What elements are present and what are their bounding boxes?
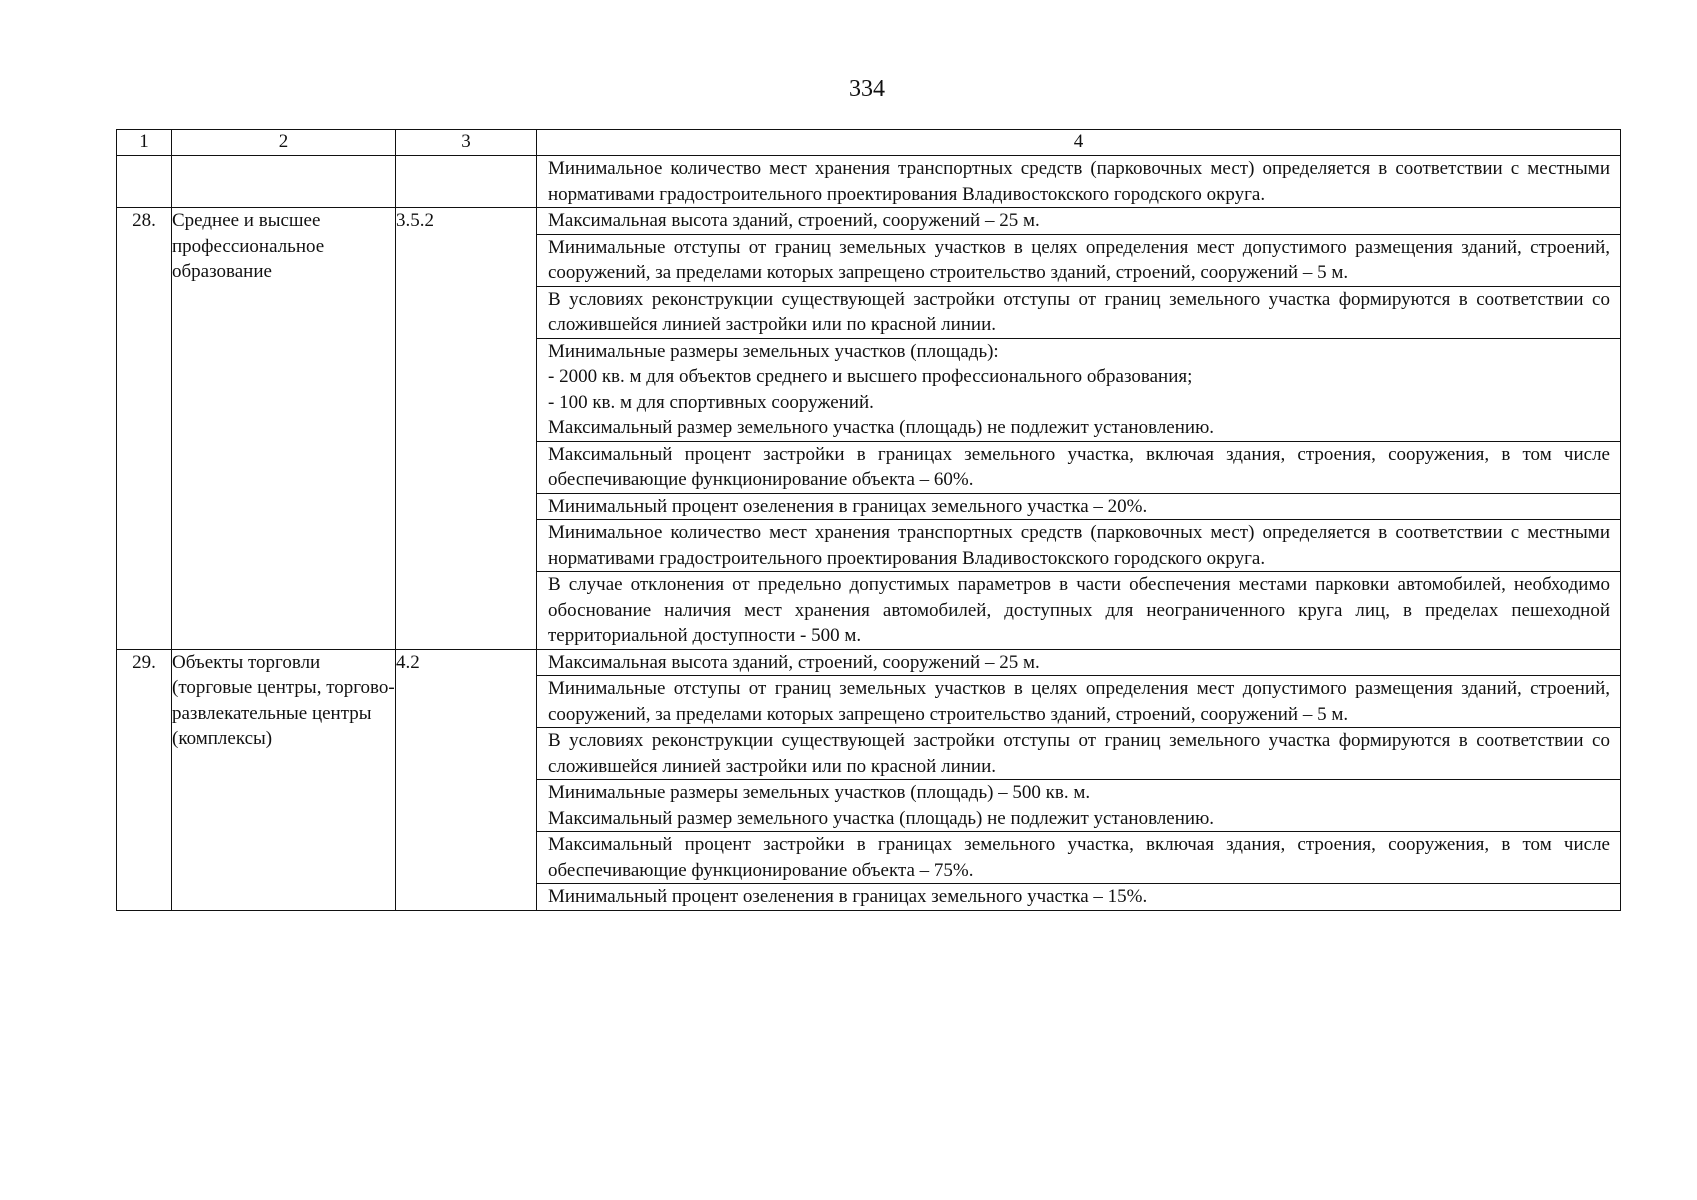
parameter-text: В случае отклонения от предельно допустимых параметров в части обеспечения местами парковки автомобилей, необходимо обоснование наличия мест хранения автомобилей, доступных для неограниченного круга лиц, в пределах пешеходной территориальной доступности - 500 м. (548, 574, 1610, 646)
parameter-text: Минимальные размеры земельных участков (площадь) – 500 кв. м. (548, 782, 1091, 803)
parameter-block (537, 779, 1620, 831)
column-header-code: 3 (396, 130, 537, 156)
parameter-block (537, 883, 1620, 910)
table-row (117, 649, 1621, 910)
parameter-text: Максимальная высота зданий, строений, сооружений – 25 м. (548, 210, 1040, 231)
parameters-cell (537, 156, 1621, 208)
parameter-text: В условиях реконструкции существующей застройки отступы от границ земельного участка формируются в соответствии со сложившейся линией застройки или по красной линии. (548, 730, 1610, 777)
column-header-land-use: 2 (172, 130, 396, 156)
parameter-text: Минимальное количество мест хранения транспортных средств (парковочных мест) определяется в соответствии с местными нормативами градостроительного проектирования Владивостокского городского округа. (548, 522, 1610, 569)
parameter-block (537, 156, 1620, 207)
parameter-block (537, 286, 1620, 338)
parameter-block (537, 519, 1620, 571)
parameters-cell (537, 649, 1621, 910)
row-number-cell: 29. (117, 649, 172, 910)
parameter-block (537, 831, 1620, 883)
parameters-cell (537, 208, 1621, 650)
row-number-cell (117, 156, 172, 208)
parameter-block (537, 675, 1620, 727)
parameter-text: Минимальные отступы от границ земельных участков в целях определения мест допустимого размещения зданий, строений, сооружений, за пределами которых запрещено строительство зданий, строений, сооружений – 5 м. (548, 678, 1610, 725)
land-use-parameters-table (116, 129, 1621, 911)
parameter-text: Минимальные отступы от границ земельных участков в целях определения мест допустимого размещения зданий, строений, сооружений, за пределами которых запрещено строительство зданий, строений, сооружений – 5 м. (548, 236, 1610, 283)
parameter-text: - 100 кв. м для спортивных сооружений. (548, 391, 874, 413)
parameter-block (537, 571, 1620, 649)
parameter-text: Максимальный процент застройки в границах земельного участка, включая здания, строения, сооружения, в том числе обеспечивающие функционирование объекта – 75%. (548, 834, 1610, 881)
parameter-text: Минимальные размеры земельных участков (площадь): (548, 340, 999, 362)
land-use-name-cell: Объекты торговли (торговые центры, торгово-развлекательные центры (комплексы) (172, 649, 396, 910)
parameter-text: Максимальный размер земельного участка (площадь) не подлежит установлению. (548, 807, 1215, 829)
column-header-parameters: 4 (537, 130, 1621, 156)
parameter-block (537, 441, 1620, 493)
parameter-text: Минимальный процент озеленения в границах земельного участка – 20%. (548, 495, 1148, 517)
parameter-block (537, 338, 1620, 441)
parameter-block (537, 727, 1620, 779)
parameter-block (537, 234, 1620, 286)
page-number: 334 (849, 76, 885, 102)
table-header-row (117, 130, 1621, 156)
land-use-name-cell (172, 156, 396, 208)
parameter-text: Минимальное количество мест хранения транспортных средств (парковочных мест) определяется в соответствии с местными нормативами градостроительного проектирования Владивостокского городского округа. (548, 158, 1610, 205)
row-number-cell: 28. (117, 208, 172, 650)
parameter-text: Максимальная высота зданий, строений, сооружений – 25 м. (548, 651, 1040, 673)
table-row (117, 156, 1621, 208)
parameter-text: Максимальный размер земельного участка (площадь) не подлежит установлению. (548, 417, 1215, 438)
parameter-block (537, 650, 1620, 676)
parameter-text: В условиях реконструкции существующей застройки отступы от границ земельного участка формируются в соответствии со сложившейся линией застройки или по красной линии. (548, 288, 1610, 335)
parameter-block (537, 208, 1620, 234)
land-use-code-cell: 4.2 (396, 649, 537, 910)
table-row (117, 208, 1621, 650)
land-use-name-cell: Среднее и высшее профессиональное образование (172, 208, 396, 650)
parameter-text: Минимальный процент озеленения в границах земельного участка – 15%. (548, 886, 1148, 907)
column-header-number: 1 (117, 130, 172, 156)
parameter-block (537, 493, 1620, 520)
parameter-text: Максимальный процент застройки в границах земельного участка, включая здания, строения, сооружения, в том числе обеспечивающие функционирование объекта – 60%. (548, 443, 1610, 490)
land-use-code-cell (396, 156, 537, 208)
parameter-text: - 2000 кв. м для объектов среднего и высшего профессионального образования; (548, 366, 1193, 387)
land-use-code-cell: 3.5.2 (396, 208, 537, 650)
